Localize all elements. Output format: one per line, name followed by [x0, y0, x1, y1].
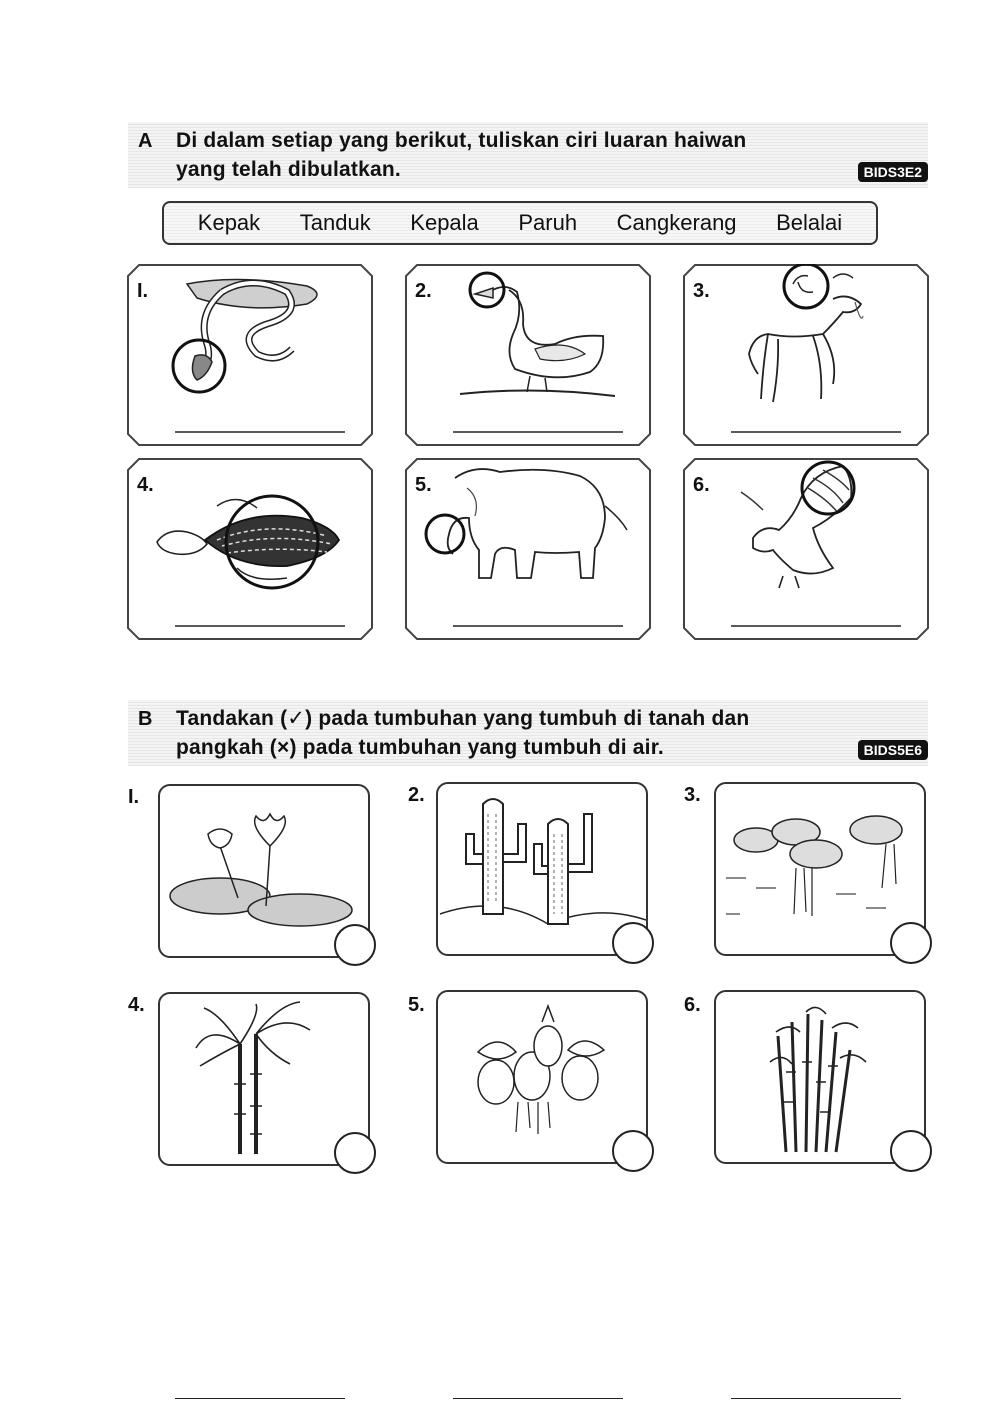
goose-illustration [405, 264, 651, 446]
plant-number: 2. [408, 784, 425, 806]
word-bank-item: Tanduk [299, 210, 371, 235]
word-bank-item: Paruh [518, 210, 578, 235]
section-b-code-badge: BIDS5E6 [858, 740, 928, 760]
section-b-instruction-line2: pangkah (×) pada tumbuhan yang tumbuh di air. [176, 736, 664, 759]
word-bank-item: Cangkerang [616, 210, 737, 235]
plant-number: 4. [128, 994, 145, 1016]
section-a-instruction [176, 126, 746, 184]
word-bank-item: Kepala [410, 210, 479, 235]
animal-card-3 [683, 264, 929, 446]
plant-number: 3. [684, 784, 701, 806]
plant-number: I. [128, 786, 140, 808]
section-a-header [128, 122, 928, 188]
plant-number: 5. [408, 994, 425, 1016]
section-a-letter: A [138, 130, 153, 152]
animal-card-number: I. [137, 280, 149, 302]
answer-line-6[interactable] [731, 626, 901, 1399]
section-b-letter: B [138, 708, 153, 730]
section-a-instruction-line2: yang telah dibulatkan. [176, 158, 401, 181]
word-bank-item: Kepak [197, 210, 261, 235]
animal-card-1 [127, 264, 373, 446]
answer-line-4[interactable] [175, 626, 345, 1399]
animal-card-number: 6. [693, 474, 710, 496]
section-a-instruction-line1: Di dalam setiap yang berikut, tuliskan ciri luaran haiwan [176, 129, 747, 152]
deer-illustration [683, 264, 929, 446]
animal-card-number: 5. [415, 474, 432, 496]
animal-card-number: 4. [137, 474, 154, 496]
answer-line-5[interactable] [453, 626, 623, 1399]
plant-number: 6. [684, 994, 701, 1016]
animal-card-number: 3. [693, 280, 710, 302]
word-bank-item: Belalai [776, 210, 843, 235]
section-a-code-badge: BIDS3E2 [858, 162, 928, 182]
snake-illustration [127, 264, 373, 446]
section-b-instruction-line1: Tandakan (✓) pada tumbuhan yang tumbuh di tanah dan [176, 707, 750, 730]
animal-card-2 [405, 264, 651, 446]
animal-card-number: 2. [415, 280, 432, 302]
word-bank [162, 201, 878, 245]
